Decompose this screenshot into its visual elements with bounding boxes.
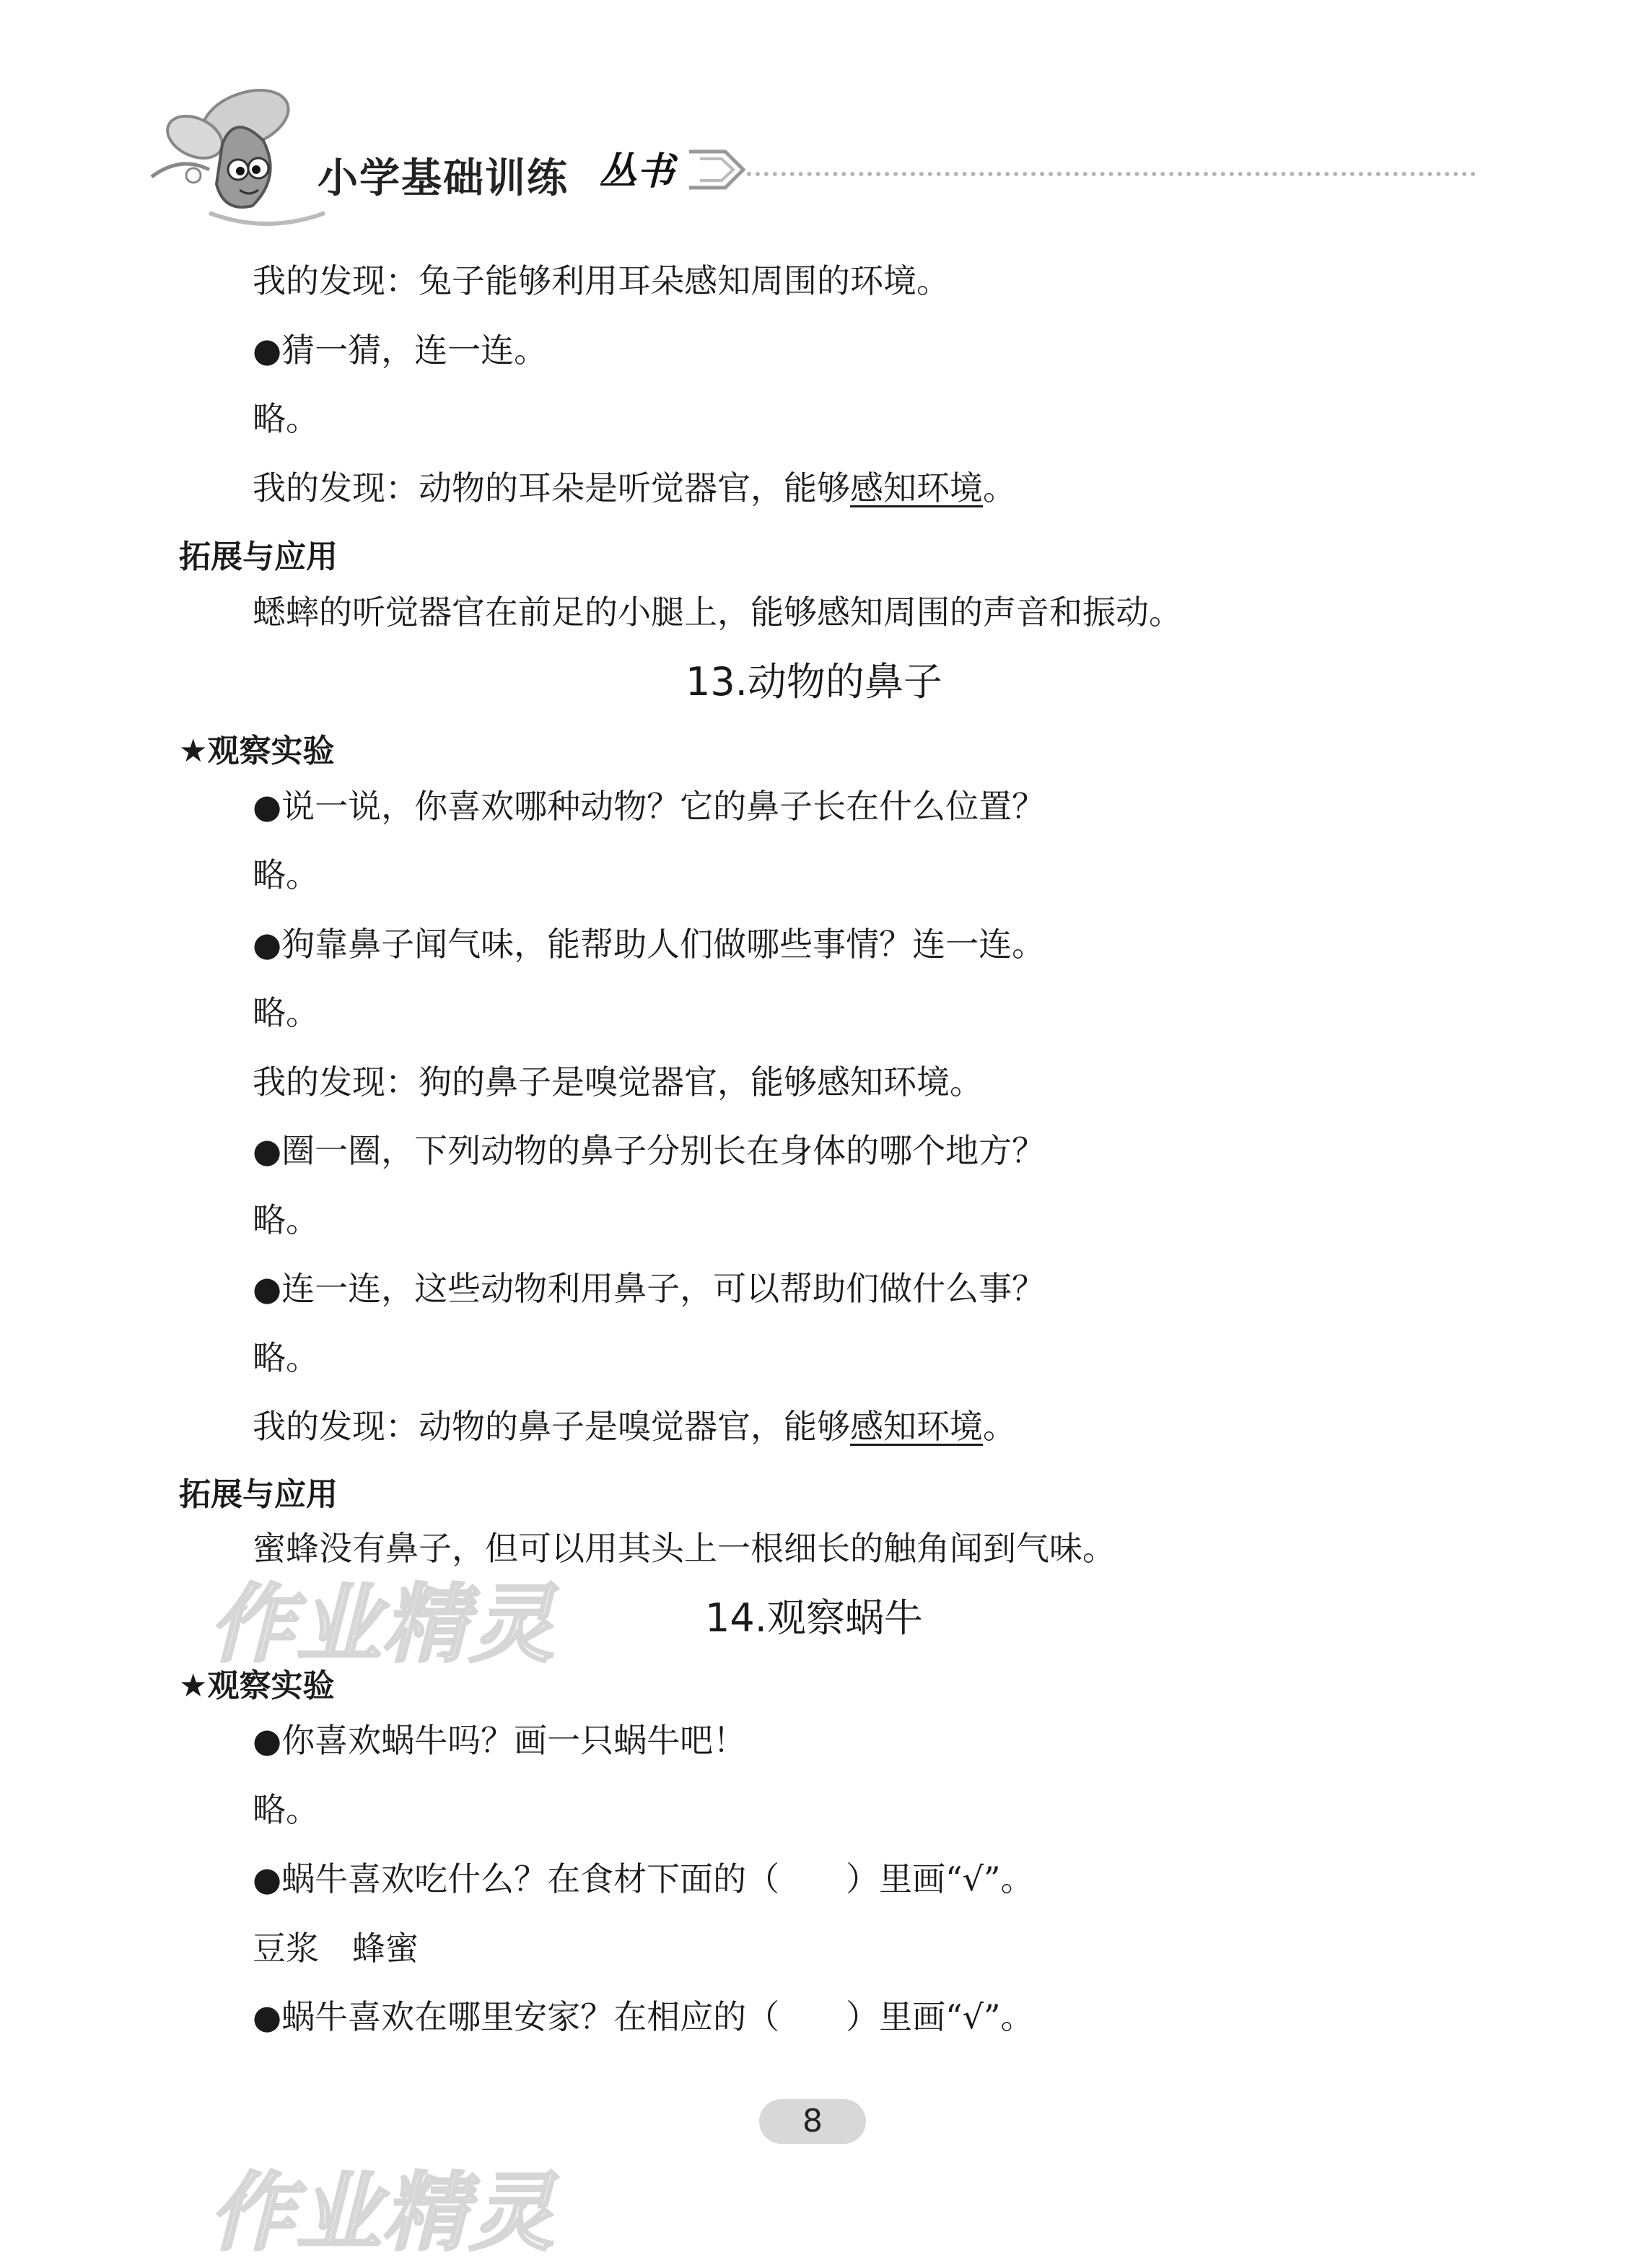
answer-omitted: 略。 bbox=[253, 993, 319, 1032]
chapter-14-title: 14.观察蜗牛 bbox=[705, 1595, 923, 1641]
question-line: ●蜗牛喜欢吃什么？在食材下面的（ ）里画“√”。 bbox=[253, 1859, 1034, 1898]
arrow-tag-icon bbox=[686, 141, 750, 199]
watermark-text: 作业精灵 bbox=[209, 2163, 556, 2262]
chapter-13-title: 13.动物的鼻子 bbox=[686, 659, 942, 705]
extension-text: 蜜蜂没有鼻子，但可以用其头上一根细长的触角闻到气味。 bbox=[253, 1529, 1116, 1568]
page-number: 8 bbox=[802, 2103, 823, 2140]
question-line: ●圈一圈，下列动物的鼻子分别长在身体的哪个地方？ bbox=[253, 1131, 1046, 1170]
finding-nose: 我的发现：动物的鼻子是嗅觉器官，能够感知环境。 bbox=[253, 1407, 1016, 1446]
answer-omitted: 略。 bbox=[253, 1790, 319, 1829]
finding-rabbit: 我的发现：兔子能够利用耳朵感知周围的环境。 bbox=[253, 261, 950, 300]
finding-ears: 我的发现：动物的耳朵是听觉器官，能够感知环境。 bbox=[253, 468, 1016, 507]
underlined-answer: 感知环境 bbox=[850, 468, 983, 507]
observation-heading: ★观察实验 bbox=[179, 733, 335, 769]
question-line: ●连一连，这些动物利用鼻子，可以帮助们做什么事？ bbox=[253, 1269, 1046, 1308]
question-line: ●蜗牛喜欢在哪里安家？在相应的（ ）里画“√”。 bbox=[253, 1997, 1034, 2036]
guess-connect-prompt: ●猜一猜，连一连。 bbox=[253, 331, 548, 370]
series-header bbox=[137, 69, 1487, 249]
question-line: ●你喜欢蜗牛吗？画一只蜗牛吧！ bbox=[253, 1721, 747, 1760]
answer-omitted: 略。 bbox=[253, 399, 319, 438]
answer-omitted: 略。 bbox=[253, 855, 319, 894]
question-line: ●狗靠鼻子闻气味，能帮助人们做哪些事情？连一连。 bbox=[253, 925, 1046, 964]
series-title: 小学基础训练 bbox=[318, 155, 569, 202]
question-line: ●说一说，你喜欢哪种动物？它的鼻子长在什么位置？ bbox=[253, 787, 1046, 826]
underlined-answer: 感知环境 bbox=[850, 1407, 983, 1446]
answer-foods: 豆浆 蜂蜜 bbox=[253, 1929, 419, 1968]
watermark-text: 作业精灵 bbox=[209, 1574, 556, 1674]
answer-omitted: 略。 bbox=[253, 1200, 319, 1239]
extension-heading: 拓展与应用 bbox=[179, 1476, 338, 1513]
answer-omitted: 略。 bbox=[253, 1338, 319, 1377]
extension-text: 蟋蟀的听觉器官在前足的小腿上，能够感知周围的声音和振动。 bbox=[253, 593, 1182, 632]
finding-dog-nose: 我的发现：狗的鼻子是嗅觉器官，能够感知环境。 bbox=[253, 1063, 983, 1102]
observation-heading: ★观察实验 bbox=[179, 1667, 335, 1704]
series-suffix: 丛书 bbox=[599, 150, 675, 193]
extension-heading: 拓展与应用 bbox=[179, 538, 338, 575]
header-dotted-rule bbox=[747, 172, 1476, 176]
